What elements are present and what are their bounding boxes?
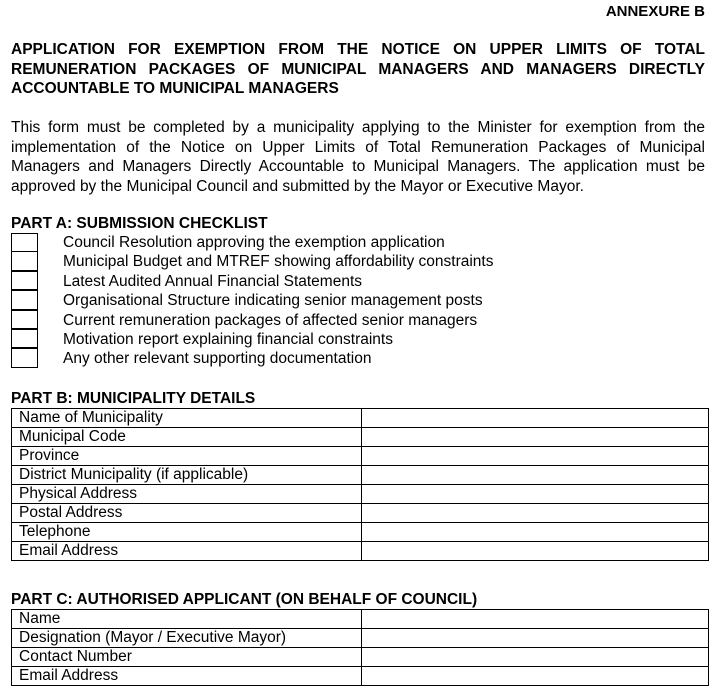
checkbox[interactable] xyxy=(11,233,38,252)
contact-number-field[interactable] xyxy=(362,648,709,667)
applicant-name-field[interactable] xyxy=(362,610,709,629)
intro-paragraph: This form must be completed by a municipality applying to the Minister for exemption from the implementation of the Notice on Upper Limits of Total Remuneration Packages of Municipal Managers and Managers Directly Accountable to Municipal Managers. The application must be approved by the Municipal Council and submitted by the Mayor or Executive Mayor. xyxy=(11,119,705,195)
checkbox[interactable] xyxy=(11,290,38,309)
field-label: Postal Address xyxy=(12,504,362,523)
checklist-item-label: Current remuneration packages of affected senior managers xyxy=(63,311,478,329)
table-row xyxy=(12,409,709,428)
table-row xyxy=(12,466,709,485)
table-row xyxy=(12,428,709,447)
table-row xyxy=(12,504,709,523)
field-label: Email Address xyxy=(12,542,362,561)
field-label: Contact Number xyxy=(12,648,362,667)
field-label: Telephone xyxy=(12,523,362,542)
table-row xyxy=(12,629,709,648)
table-row xyxy=(12,542,709,561)
table-row xyxy=(12,648,709,667)
part-a-heading: PART A: SUBMISSION CHECKLIST xyxy=(11,215,268,232)
checklist-item-label: Organisational Structure indicating senior management posts xyxy=(63,292,483,310)
province-field[interactable] xyxy=(361,447,708,466)
checklist-item-label: Council Resolution approving the exemption application xyxy=(63,234,445,251)
checkbox[interactable] xyxy=(11,271,38,290)
checkbox[interactable] xyxy=(11,348,38,367)
telephone-field[interactable] xyxy=(361,523,708,542)
postal-address-field[interactable] xyxy=(361,504,708,523)
field-label: Email Address xyxy=(12,667,362,686)
table-row xyxy=(12,523,709,542)
municipality-details-table xyxy=(11,408,709,561)
document-title: APPLICATION FOR EXEMPTION FROM THE NOTICE ON UPPER LIMITS OF TOTAL REMUNERATION PACKAGES OF MUNICIPAL MANAGERS AND MANAGERS DIRECTLY ACCOUNTABLE TO MUNICIPAL MANAGERS xyxy=(11,41,705,97)
field-label: Physical Address xyxy=(12,485,362,504)
part-c-heading: PART C: AUTHORISED APPLICANT (ON BEHALF OF COUNCIL) xyxy=(11,591,478,608)
municipal-code-field[interactable] xyxy=(361,428,708,447)
table-row xyxy=(12,447,709,466)
designation-field[interactable] xyxy=(362,629,709,648)
field-label: Province xyxy=(12,447,362,466)
field-label: District Municipality (if applicable) xyxy=(12,466,362,485)
checklist-item-label: Municipal Budget and MTREF showing affordability constraints xyxy=(63,253,494,271)
field-label: Designation (Mayor / Executive Mayor) xyxy=(12,629,362,648)
authorised-applicant-table xyxy=(11,609,709,686)
email-address-field[interactable] xyxy=(361,542,708,561)
checklist-item-label: Motivation report explaining financial constraints xyxy=(63,330,393,348)
part-b-heading: PART B: MUNICIPALITY DETAILS xyxy=(11,390,256,407)
municipality-name-field[interactable] xyxy=(361,409,708,428)
checkbox[interactable] xyxy=(11,310,38,329)
table-row xyxy=(12,610,709,629)
checklist-item-label: Latest Audited Annual Financial Statements xyxy=(63,272,363,290)
district-municipality-field[interactable] xyxy=(361,466,708,485)
field-label: Name xyxy=(12,610,362,629)
field-label: Name of Municipality xyxy=(12,409,362,428)
table-row xyxy=(12,485,709,504)
field-label: Municipal Code xyxy=(12,428,362,447)
physical-address-field[interactable] xyxy=(361,485,708,504)
table-row xyxy=(12,667,709,686)
checkbox[interactable] xyxy=(11,251,38,270)
checklist-item-label: Any other relevant supporting documentation xyxy=(63,350,372,368)
applicant-email-field[interactable] xyxy=(362,667,709,686)
annexure-label: ANNEXURE B xyxy=(605,3,705,20)
checkbox[interactable] xyxy=(11,329,38,348)
